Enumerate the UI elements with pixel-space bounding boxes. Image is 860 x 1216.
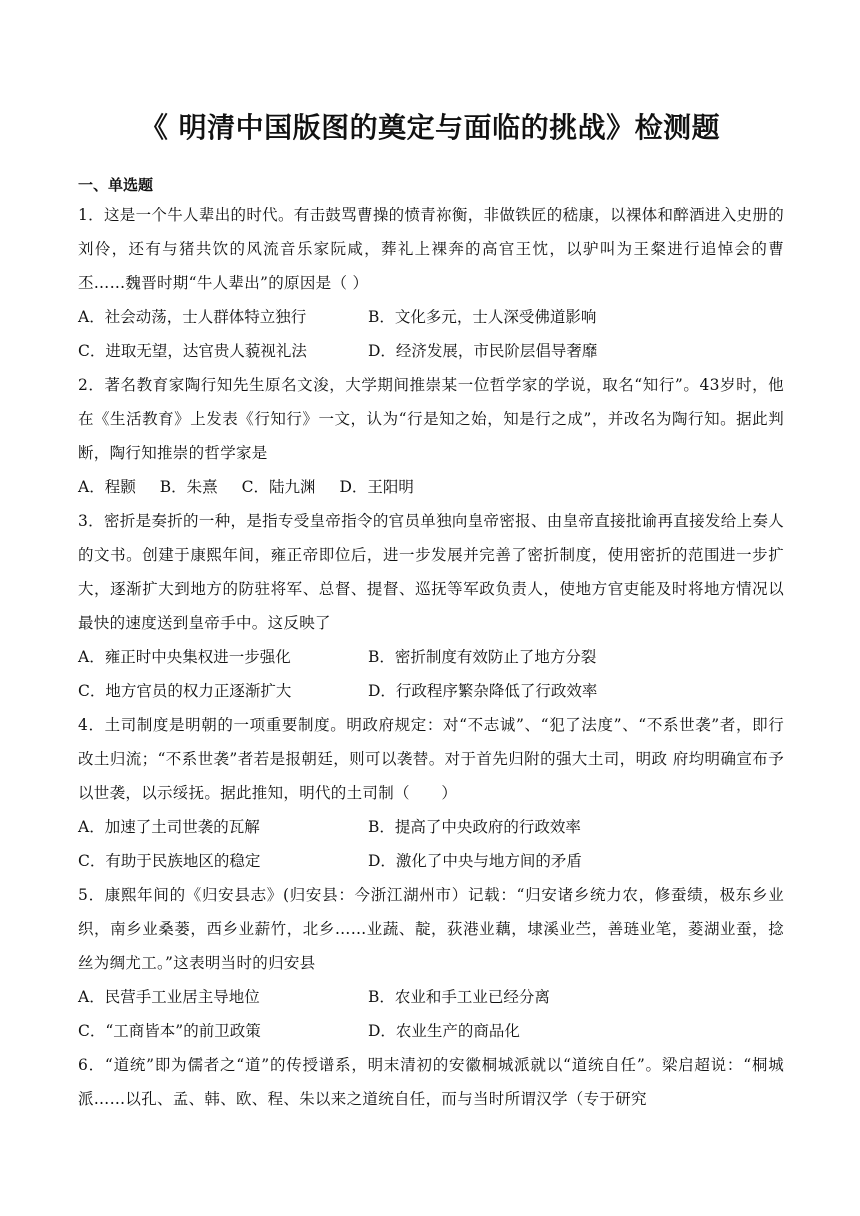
question-stem: 2．著名教育家陶行知先生原名文浚，大学期间推崇某一位哲学家的学说，取名“知行”。43岁时，他在《生活教育》上发表《行知行》一文，认为“行是知之始，知是行之成”，并改名为陶行知。据此判断，陶行知推崇的哲学家是	[78, 376, 784, 462]
option-b: B．文化多元，士人深受佛道影响	[368, 308, 597, 326]
question-2	[78, 368, 784, 504]
option-b: B．朱熹	[159, 478, 218, 496]
option-d: D．行政程序繁杂降低了行政效率	[368, 682, 598, 700]
question-6	[78, 1048, 784, 1116]
option-row	[78, 810, 784, 844]
option-c: C．“工商皆本”的前卫政策	[78, 1022, 261, 1040]
option-row	[78, 640, 784, 674]
option-row	[78, 300, 784, 334]
question-stem: 1．这是一个牛人辈出的时代。有击鼓骂曹操的愤青祢衡，非做铁匠的嵇康，以裸体和醉酒进入史册的刘伶，还有与猪共饮的风流音乐家阮咸，葬礼上裸奔的高官王忱，以驴叫为王粲进行追悼会的曹丕……魏晋时期“牛人辈出”的原因是（ ）	[78, 206, 784, 292]
section-heading: 一、单选题	[78, 176, 154, 194]
option-a: A．民营手工业居主导地位	[78, 988, 260, 1006]
option-a: A．社会动荡，士人群体特立独行	[78, 308, 307, 326]
option-row	[78, 980, 784, 1014]
question-stem: 3．密折是奏折的一种，是指专受皇帝指令的官员单独向皇帝密报、由皇帝直接批谕再直接发给上奏人的文书。创建于康熙年间，雍正帝即位后，进一步发展并完善了密折制度，使用密折的范围进一步扩大，逐渐扩大到地方的防驻将军、总督、提督、巡抚等军政负责人，使地方官吏能及时将地方情况以最快的速度送到皇帝手中。这反映了	[78, 512, 784, 632]
option-row	[78, 844, 784, 878]
option-d: D．王阳明	[339, 478, 414, 496]
option-row	[78, 674, 784, 708]
question-1	[78, 198, 784, 368]
option-c: C．陆九渊	[241, 478, 316, 496]
option-b: B．密折制度有效防止了地方分裂	[368, 648, 597, 666]
option-b: B．农业和手工业已经分离	[368, 988, 550, 1006]
option-row	[78, 334, 784, 368]
question-3	[78, 504, 784, 708]
option-c: C．地方官员的权力正逐渐扩大	[78, 682, 292, 700]
document-title: 《 明清中国版图的奠定与面临的挑战》检测题	[139, 111, 721, 144]
question-stem: 4．土司制度是明朝的一项重要制度。明政府规定：对“不志诚”、“犯了法度”、“不系世袭”者，即行改土归流；“不系世袭”者若是报朝廷，则可以袭替。对于首先归附的强大土司，明政 府均明确宣布予以世袭，以示绥抚。据此推知，明代的土司制（ ）	[78, 716, 784, 802]
option-a: A．雍正时中央集权进一步强化	[78, 648, 291, 666]
option-row	[78, 1014, 784, 1048]
question-stem: 5．康熙年间的《归安县志》(归安县：今浙江湖州市）记载：“归安诸乡统力农，修蚕绩，极东乡业织，南乡业桑蒌，西乡业薪竹，北乡……业蔬、靛，荻港业藕，埭溪业苎，善琏业笔，菱湖业蚕，捻丝为绸尤工。”这表明当时的归安县	[78, 886, 784, 972]
option-c: C．进取无望，达官贵人藐视礼法	[78, 342, 307, 360]
option-d: D．激化了中央与地方间的矛盾	[368, 852, 582, 870]
question-stem: 6．“道统”即为儒者之“道”的传授谱系，明末清初的安徽桐城派就以“道统自任”。梁启超说：“桐城派……以孔、孟、韩、欧、程、朱以来之道统自任，而与当时所谓汉学（专于研究	[78, 1056, 784, 1108]
option-a: A．程颢	[78, 478, 136, 496]
option-row	[78, 470, 784, 504]
document-body	[78, 172, 784, 1116]
option-d: D．农业生产的商品化	[368, 1022, 520, 1040]
option-a: A．加速了土司世袭的瓦解	[78, 818, 260, 836]
question-4	[78, 708, 784, 878]
question-5	[78, 878, 784, 1048]
option-c: C．有助于民族地区的稳定	[78, 852, 261, 870]
option-d: D．经济发展，市民阶层倡导奢靡	[368, 342, 598, 360]
option-b: B．提高了中央政府的行政效率	[368, 818, 581, 836]
